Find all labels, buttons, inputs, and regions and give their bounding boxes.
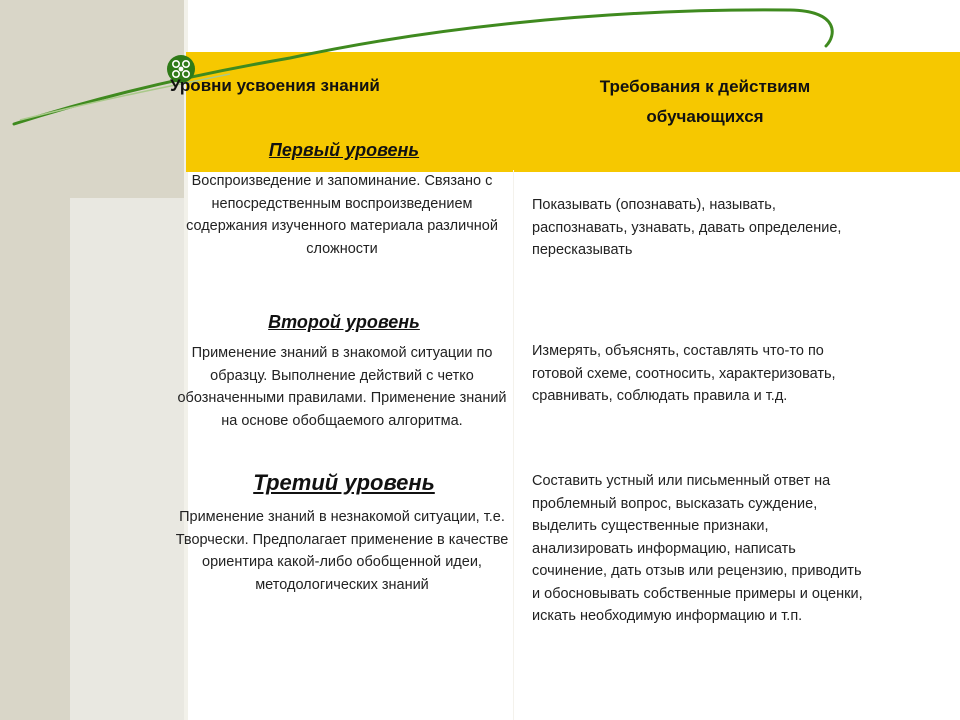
level-2-title: Второй уровень bbox=[268, 312, 420, 332]
level-2-requirements: Измерять, объяснять, составлять что-то по готовой схеме, соотносить, характеризовать, сравнивать, соблюдать правила и т.д. bbox=[532, 343, 836, 404]
level-3-requirements: Составить устный или письменный ответ на проблемный вопрос, высказать суждение, выделить существенные признаки, анализировать информацию, написать сочинение, дать отзыв или рецензию, приводить и обосновывать собственные примеры и оценки, искать необходимую информацию и т.п. bbox=[532, 473, 863, 624]
level-1-title: Первый уровень bbox=[268, 140, 420, 160]
level-1-requirements: Показывать (опознавать), называть, распознавать, узнавать, давать определение, пересказывать bbox=[532, 197, 842, 258]
level-3-description: Применение знаний в незнакомой ситуации, т.е. Творчески. Предполагает применение в качестве ориентира какой-либо обобщенной идеи, методологических знаний bbox=[175, 509, 509, 593]
level-3-title: Третий уровень bbox=[253, 470, 435, 495]
right-column-title: Требования к действиям обучающихся bbox=[599, 77, 811, 126]
sidebar-panel-decoration bbox=[70, 198, 186, 720]
level-1-description: Воспроизведение и запоминание. Связано с непосредственным воспроизведением содержания изученного материала различной сложности bbox=[186, 173, 498, 257]
left-column-title: Уровни усвоения знаний bbox=[170, 76, 380, 95]
level-2-description: Применение знаний в знакомой ситуации по образцу. Выполнение действий с четко обозначенными правилами. Применение знаний на основе обобщаемого алгоритма. bbox=[177, 345, 507, 429]
